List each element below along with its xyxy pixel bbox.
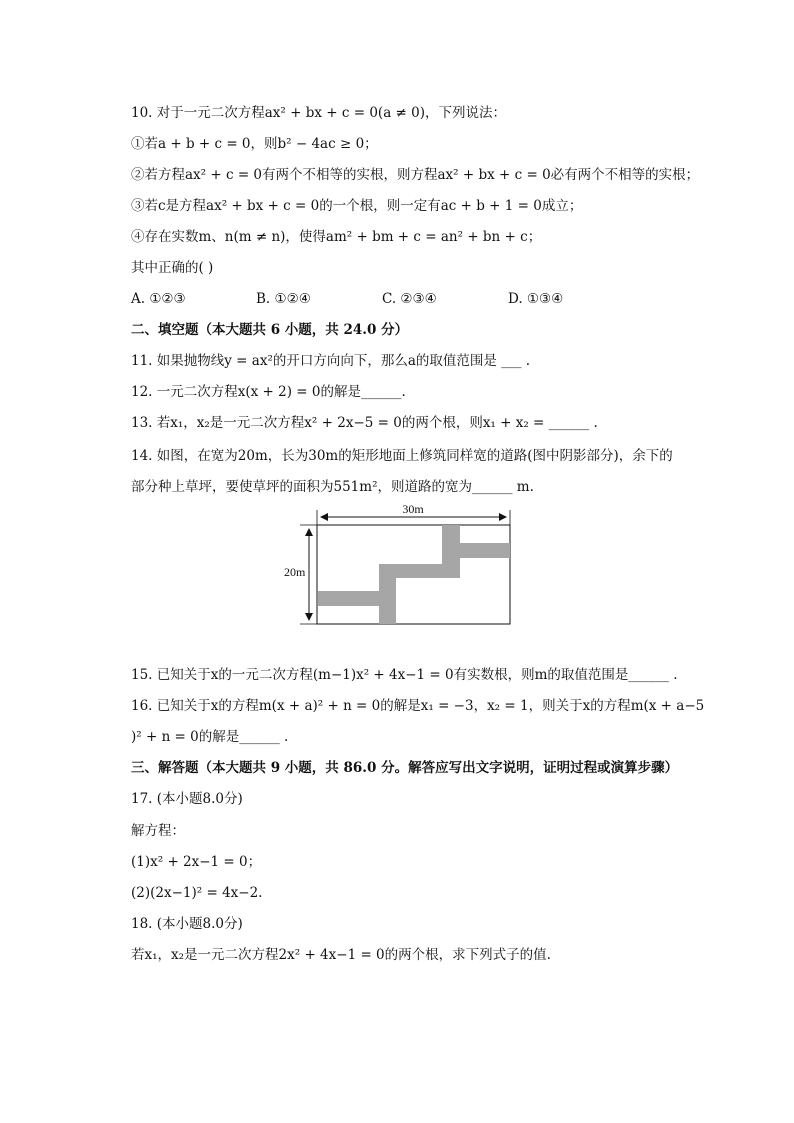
question-11: 11. 如果抛物线y = ax²的开口方向向下，那么a的取值范围是 ___ . — [131, 353, 531, 369]
question-17-part-2: (2)(2x−1)² = 4x−2. — [131, 885, 263, 901]
section-2-heading: 二、填空题（本大题共 6 小题，共 24.0 分） — [131, 322, 409, 338]
q10-statement-3: ③若c是方程ax² + bx + c = 0的一个根，则一定有ac + b + 1 = 0成立； — [131, 198, 583, 214]
question-15: 15. 已知关于x的一元二次方程(m−1)x² + 4x−1 = 0有实数根，则m的取值范围是______ . — [131, 667, 678, 683]
height-label: 20m — [284, 565, 306, 579]
q10-stem: 10. 对于一元二次方程ax² + bx + c = 0(a ≠ 0)，下列说法： — [131, 105, 506, 121]
q10-statement-1: ①若a + b + c = 0，则b² − 4ac ≥ 0； — [131, 136, 378, 152]
question-18-header: 18. (本小题8.0分) — [131, 916, 243, 932]
question-16-line-2: )² + n = 0的解是______ . — [131, 729, 289, 745]
question-13: 13. 若x₁，x₂是一元二次方程x² + 2x−5 = 0的两个根，则x₁ + x₂ = ______ . — [131, 415, 598, 431]
section-3-heading: 三、解答题（本大题共 9 小题，共 86.0 分。解答应写出文字说明，证明过程或演算步骤） — [131, 760, 679, 776]
q10-option-c: C. ②③④ — [382, 291, 437, 307]
q10-option-a: A. ①②③ — [131, 291, 186, 307]
question-18-text: 若x₁，x₂是一元二次方程2x² + 4x−1 = 0的两个根，求下列式子的值. — [131, 947, 551, 963]
question-17-header: 17. (本小题8.0分) — [131, 791, 243, 807]
q10-prompt: 其中正确的( ) — [131, 260, 214, 276]
q10-statement-4: ④存在实数m、n(m ≠ n)，使得am² + bm + c = an² + bn + c； — [131, 229, 542, 245]
road-shaded-path — [318, 525, 510, 624]
q10-option-b: B. ①②④ — [256, 291, 311, 307]
question-17-prompt: 解方程： — [131, 823, 185, 839]
question-17-part-1: (1)x² + 2x−1 = 0； — [131, 854, 262, 870]
question-14-line-1: 14. 如图，在宽为20m，长为30m的矩形地面上修筑同样宽的道路(图中阴影部分)，余下的 — [131, 448, 673, 464]
question-16-line-1: 16. 已知关于x的方程m(x + a)² + n = 0的解是x₁ = −3，x₂ = 1，则关于x的方程m(x + a−5 — [131, 698, 705, 714]
question-12: 12. 一元二次方程x(x + 2) = 0的解是______. — [131, 384, 406, 400]
road-figure — [270, 500, 520, 630]
width-label: 30m — [402, 502, 424, 516]
q10-option-d: D. ①③④ — [508, 291, 564, 307]
q10-statement-2: ②若方程ax² + c = 0有两个不相等的实根，则方程ax² + bx + c = 0必有两个不相等的实根； — [131, 167, 700, 183]
question-14-line-2: 部分种上草坪，要使草坪的面积为551m²，则道路的宽为______ m. — [131, 479, 534, 495]
